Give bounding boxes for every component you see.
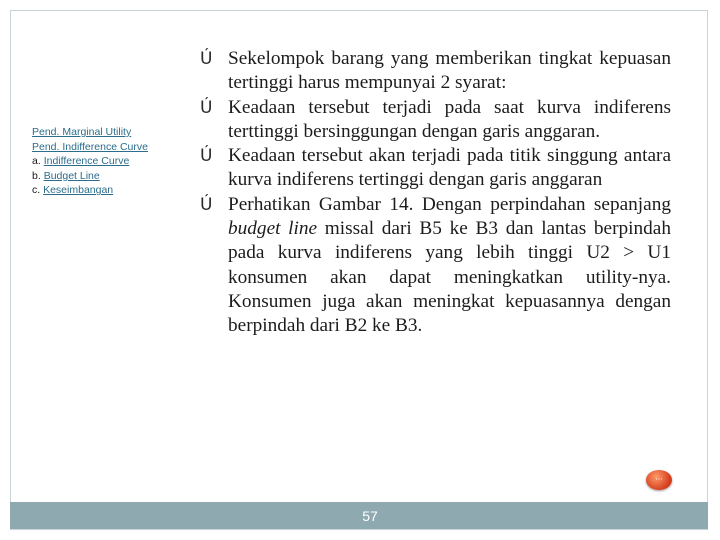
bullet-item	[200, 96, 671, 145]
link-keseimbangan[interactable]: Keseimbangan	[43, 184, 114, 197]
sidebar-nav	[32, 125, 192, 198]
link-indifference-curve[interactable]: Indifference Curve	[43, 155, 130, 168]
bullet-text: Keadaan tersebut terjadi pada saat kurva indiferens terttinggi bersinggungan dengan garis anggaran.	[228, 96, 671, 142]
bullet-item	[200, 193, 671, 339]
sidebar-item-prefix: a.	[32, 155, 44, 168]
bullet-item	[200, 144, 671, 193]
sidebar-item-prefix: b.	[32, 169, 44, 182]
bullet-item	[200, 47, 671, 96]
page-number: 57	[362, 508, 378, 524]
sidebar-item-prefix: c.	[32, 184, 44, 197]
link-indifference-curve-intro[interactable]: Pend. Indifference Curve	[32, 140, 148, 153]
sidebar-item-indifference-curve-intro	[32, 140, 192, 155]
sidebar-item-budget-line	[32, 169, 192, 184]
home-icon: ···	[655, 475, 663, 484]
bullet-arrow-icon: Ú	[200, 49, 213, 69]
link-marginal-utility[interactable]: Pend. Marginal Utility	[32, 126, 132, 138]
home-nav-button[interactable]	[646, 470, 672, 490]
bullet-arrow-icon: Ú	[200, 194, 213, 215]
bullet-text: Keadaan tersebut akan terjadi pada titik singgung antara kurva indiferens tertinggi dengan garis anggaran	[228, 145, 671, 191]
bullet-text: Sekelompok barang yang memberikan tingkat kepuasan tertinggi harus mempunyai 2 syarat:	[228, 48, 671, 94]
bullet-text-italic: budget line	[228, 218, 318, 240]
slide-content	[200, 47, 671, 339]
bullet-text-part: missal dari B5 ke B3 dan lantas berpindah pada kurva indiferens yang lebih tinggi U2 > U1 konsumen akan dapat meningkatkan utility-nya. Konsumen juga akan meningkat kepuasannya dengan berpindah dari B2 ke B3.	[228, 218, 671, 337]
bullet-arrow-icon: Ú	[200, 146, 213, 167]
bullet-text-part: Perhatikan Gambar 14. Dengan perpindahan sepanjang	[228, 193, 671, 215]
bullet-text	[228, 194, 671, 336]
sidebar-item-keseimbangan	[32, 183, 192, 198]
bullet-arrow-icon: Ú	[200, 97, 213, 118]
link-budget-line[interactable]: Budget Line	[43, 169, 100, 182]
sidebar-item-marginal-utility	[32, 125, 192, 140]
sidebar-item-indifference-curve	[32, 154, 192, 169]
footer-bar	[10, 502, 708, 529]
